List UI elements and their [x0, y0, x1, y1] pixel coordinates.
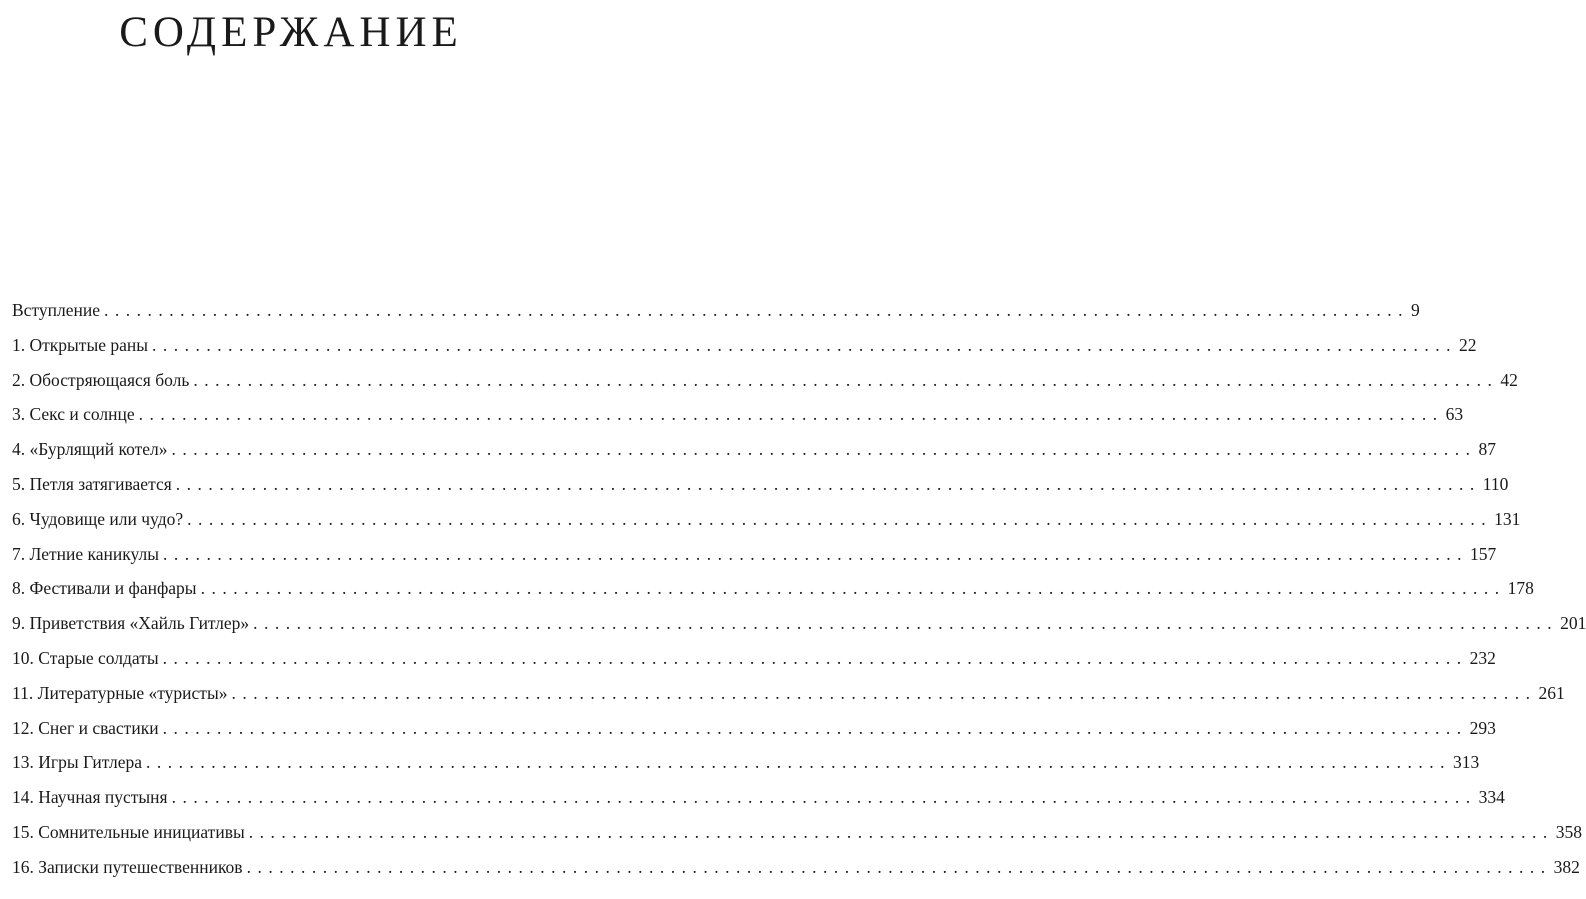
toc-entry: [12, 435, 1497, 470]
toc-entry-title: 15. Сомнительные инициативы: [12, 821, 245, 842]
dot-leader: ........................................................................................................................: [231, 682, 1537, 703]
toc-entry-page: 232: [1469, 647, 1496, 668]
dot-leader: ........................................................................................................................: [162, 647, 1468, 668]
toc-entry: [12, 609, 1586, 644]
dot-leader: ........................................................................................................................: [193, 369, 1499, 390]
dot-leader: ........................................................................................................................: [171, 439, 1477, 460]
dot-leader: ........................................................................................................................: [138, 404, 1444, 425]
toc-entry: [12, 470, 1509, 505]
toc-entry-title: 9. Приветствия «Хайль Гитлер»: [12, 613, 250, 634]
toc-entry: [12, 296, 1420, 331]
toc-entry-page: 131: [1494, 508, 1521, 529]
dot-leader: ........................................................................................................................: [200, 578, 1506, 599]
toc-entry-page: 110: [1482, 473, 1509, 494]
toc-entry-title: 5. Петля затягивается: [12, 473, 172, 494]
toc-entry: [12, 644, 1496, 679]
table-of-contents: [12, 296, 1586, 888]
toc-entry-title: 3. Секс и солнце: [12, 404, 135, 425]
toc-entry-title: 13. Игры Гитлера: [12, 752, 142, 773]
toc-entry-title: 16. Записки путешественников: [12, 856, 243, 877]
toc-entry-title: 6. Чудовище или чудо?: [12, 508, 184, 529]
dot-leader: ........................................................................................................................: [253, 613, 1559, 634]
dot-leader: ........................................................................................................................: [248, 821, 1554, 842]
dot-leader: ........................................................................................................................: [103, 300, 1409, 320]
toc-entry: [12, 748, 1480, 783]
dot-leader: ........................................................................................................................: [171, 787, 1477, 808]
toc-entry-page: 42: [1500, 369, 1518, 390]
toc-entry-page: 157: [1470, 543, 1497, 564]
toc-entry: [12, 783, 1505, 818]
toc-entry-title: 1. Открытые раны: [12, 334, 148, 355]
toc-entry-title: 10. Старые солдаты: [12, 647, 159, 668]
toc-entry-page: 63: [1445, 404, 1464, 425]
dot-leader: ........................................................................................................................: [246, 856, 1552, 877]
toc-entry-page: 178: [1507, 578, 1534, 599]
toc-entry: [12, 331, 1477, 366]
toc-entry-page: 293: [1469, 717, 1496, 738]
toc-entry-title: 8. Фестивали и фанфары: [12, 578, 197, 599]
toc-entry-page: 334: [1478, 787, 1505, 808]
toc-entry-page: 22: [1458, 334, 1477, 355]
toc-entry-page: 358: [1555, 821, 1582, 842]
dot-leader: ........................................................................................................................: [146, 752, 1451, 773]
toc-entry: [12, 366, 1518, 401]
toc-entry-page: 382: [1553, 856, 1580, 877]
page-title: СОДЕРЖАНИЕ: [119, 9, 463, 56]
toc-entry: [12, 853, 1580, 888]
toc-entry-title: Вступление: [12, 300, 100, 320]
toc-entry: [12, 679, 1565, 714]
toc-entry: [12, 714, 1496, 749]
toc-entry-title: 2. Обостряющаяся боль: [12, 369, 190, 390]
toc-entry: [12, 574, 1534, 609]
dot-leader: ........................................................................................................................: [151, 334, 1457, 355]
toc-entry-page: 9: [1410, 300, 1420, 320]
toc-entry-page: 201: [1560, 613, 1586, 634]
toc-entry-page: 261: [1538, 682, 1565, 703]
dot-leader: ........................................................................................................................: [175, 473, 1481, 494]
toc-entry-title: 14. Научная пустыня: [12, 787, 168, 808]
toc-entry-title: 4. «Бурлящий котел»: [12, 439, 168, 460]
toc-entry: [12, 505, 1521, 540]
dot-leader: ........................................................................................................................: [187, 508, 1493, 529]
toc-entry-page: 313: [1453, 752, 1480, 773]
toc-entry: [12, 400, 1464, 435]
toc-entry: [12, 818, 1582, 853]
toc-entry-title: 12. Снег и свастики: [12, 717, 159, 738]
toc-entry-page: 87: [1478, 439, 1497, 460]
toc-entry-title: 11. Литературные «туристы»: [12, 682, 228, 703]
dot-leader: ........................................................................................................................: [163, 543, 1468, 564]
toc-entry-title: 7. Летние каникулы: [12, 543, 159, 564]
dot-leader: ........................................................................................................................: [162, 717, 1468, 738]
toc-entry: [12, 540, 1497, 575]
